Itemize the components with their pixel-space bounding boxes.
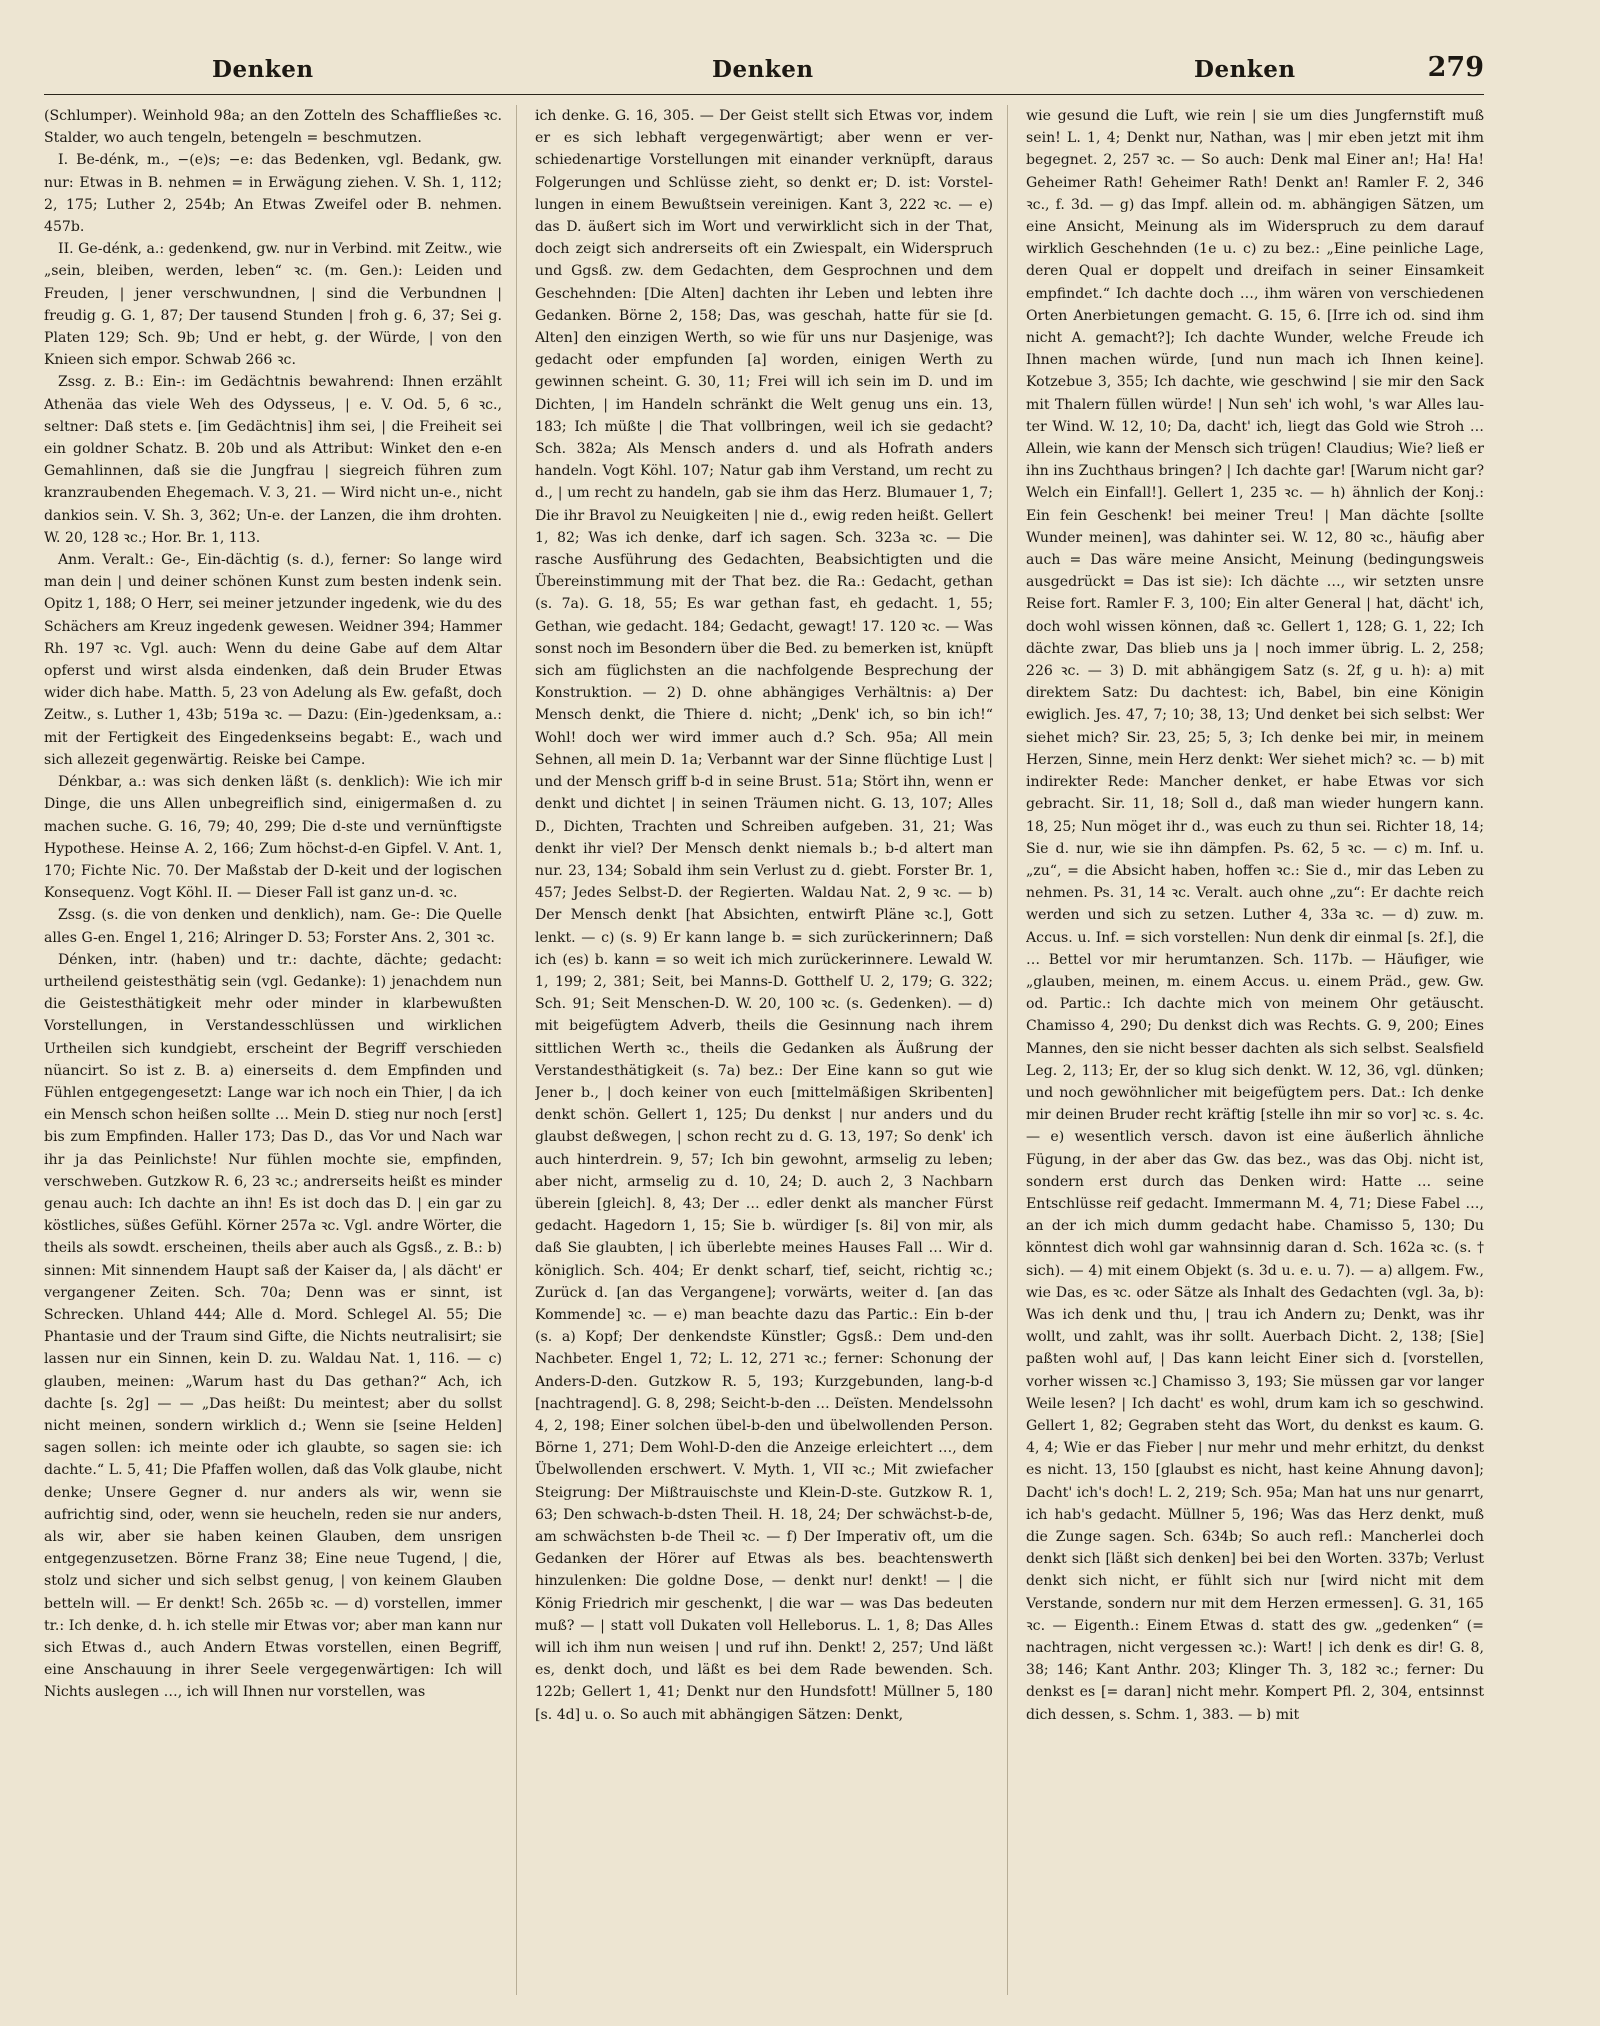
- column-middle: [535, 105, 1008, 1995]
- paragraph: (Schlumper). Weinhold 98a; an den Zotteln des Schaffließes ꝛc. Stalder, wo auch tengeln, betengeln = beschmutzen.: [44, 108, 502, 147]
- entry-denkbar: Dénkbar, a.: was sich denken läßt (s. denklich): Wie ich mir Dinge, die uns Allen unbegreiflich sind, einigermaßen d. zu machen suche. G. 16, 79; 40, 299; Die d-ste und vernünftigste Hypothese. Heinse A. 2, 166; Zum höchst-d-en Gipfel. V. Ant. 1, 170; Fichte Nic. 70. Der Maßstab der D-keit und der logischen Konsequenz. Vogt Köhl. II. — Dieser Fall ist ganz un-d. ꝛc.: [44, 774, 502, 902]
- page-number: 279: [1427, 52, 1484, 83]
- column-left: [44, 105, 517, 1995]
- paragraph: wie gesund die Luft, wie rein | sie um dies Jungfernstift muß sein! L. 1, 4; Denkt nur, Nathan, was | mir eben jetzt mit ihm begegnet. 2, 257 ꝛc. — So auch: Denk mal Einer an!; Ha! Ha! Geheimer Rath! Geheimer Rath! Denkt an! Ramler F. 2, 346 ꝛc., f. 3d. — g) das Impf. allein od. m. abhängigen Sätzen, um eine Ansicht, Meinung als im Widerspruch zu dem darauf wirklich Geschehnden (1e u. c) zu bez.: „Eine peinliche Lage, deren Qual er doppelt und dreifach in seiner Einsamkeit empfindet.“ Ich dachte doch …, ihm wären von verschiedenen Orten Anerbietungen gemacht. G. 15, 6. [Irre ich od. sind ihm nicht A. gemacht?]; Ich dachte Wunder, welche Freude ich Ihnen machen würde, [und nun mach ich Ihnen keine]. Kotzebue 3, 355; Ich dachte, wie geschwind | sie mir den Sack mit Thalern füllen würde! | Nun seh' ich wohl, 's war Alles lauter Wind. W. 12, 10; Da, dacht' ich, liegt das Gold wie Stroh … Allein, wie kann der Mensch sich trügen! Claudius; Wie? ließ er ihn ins Zuchthaus bringen? | Ich dachte gar! [Warum nicht gar? Welch ein Einfall!]. Gellert 1, 235 ꝛc. — h) ähnlich der Konj.: Ein fein Geschenk! bei meiner Treu! | Man dächte [sollte Wunder meinen], was dahinter sei. W. 12, 80 ꝛc., häufig aber auch = Das wäre meine Ansicht, Meinung (bedingungsweis ausgedrückt = Das ist sie): Ich dächte …, wir setzten unsre Reise fort. Ramler F. 3, 100; Ein alter General | hat, dächt' ich, doch wohl wissen können, daß ꝛc. Gellert 1, 128; G. 1, 22; Ich dächte zwar, Das blieb uns ja | noch immer übrig. L. 2, 258; 226 ꝛc. — 3) D. mit abhängigem Satz (s. 2f, g u. h): a) mit direktem Satz: Du dachtest: ich, Babel, bin eine Königin ewiglich. Jes. 47, 7; 10; 38, 13; Und denket bei sich selbst: Wer siehet mich? Sir. 23, 25; 5, 3; Ich denke bei mir, in meinem Herzen, Sinne, mein Herz denkt: Wer siehet mich? ꝛc. — b) mit indirekter Rede: Mancher denket, er habe Etwas vor sich gebracht. Sir. 11, 18; Soll d., daß man wieder hungern kann. 18, 25; Nun möget ihr d., was euch zu thun sei. Richter 18, 14; Sie d. nur, wie sie ihn dämpfen. Ps. 62, 5 ꝛc. — c) m. Inf. u. „zu“, = die Absicht haben, hoffen ꝛc.: Sie d., mir das Leben zu nehmen. Ps. 31, 14 ꝛc. Veralt. auch ohne „zu“: Er dachte reich werden und sich zu setzen. Luther 4, 33a ꝛc. — d) zuw. m. Accus. u. Inf. = sich vorstellen: Nun denk dir einmal [s. 2f.], die … Bettel vor mir herumtanzen. Sch. 117b. — Häufiger, wie „glauben, meinen, m. einem Accus. u. einem Präd., gew. Gw. od. Partic.: Ich dachte mich von meinem Ohr getäuscht. Chamisso 4, 290; Du denkst dich was Rechts. G. 9, 200; Eines Mannes, den sie nicht besser dachten als sich selbst. Sealsfield Leg. 2, 113; Er, der so klug sich denkt. W. 12, 36, vgl. dünken; und noch gewöhnlicher mit beigefügtem pers. Dat.: Ich denke mir deinen Bruder recht kräftig [stelle ihn mir so vor] ꝛc. s. 4c. — e) wesentlich versch. davon ist eine äußerlich ähnliche Fügung, in der aber das Gw. das bez., was das Obj. nicht ist, sondern erst durch das Denken wird: Hatte … seine Entschlüsse reif gedacht. Immermann M. 4, 71; Diese Fabel …, an der ich mich dumm gedacht habe. Chamisso 5, 130; Du könntest dich wohl gar wahnsinnig daran d. Sch. 162a ꝛc. (s. † sich). — 4) mit einem Objekt (s. 3d u. e. u. 7). — a) allgem. Fw., wie Das, es ꝛc. oder Sätze als Inhalt des Gedachten (vgl. 3a, b): Was ich denk und thu, | trau ich Andern zu; Denkt, was ihr wollt, und zahlt, was ihr sollt. Auerbach Dicht. 2, 138; [Sie] paßten wohl auf, | Das kann leicht Einer sich d. [vorstellen, vorher wissen ꝛc.] Chamisso 3, 193; Sie müssen gar vor langer Weile lesen? | Ich dacht' es wohl, drum kam ich so geschwind. Gellert 1, 82; Gegraben steht das Wort, du denkst es kaum. G. 4, 4; Wie er das Fieber | nur mehr und mehr erhitzt, du denkst es nicht. 13, 150 [glaubst es nicht, hast keine Ahnung davon]; Dacht' ich's doch! L. 2, 219; Sch. 95a; Man hat uns nur genarrt, ich hab's gedacht. Müllner 5, 196; Was das Herz denkt, muß die Zunge sagen. Sch. 634b; So auch refl.: Mancherlei doch denkt sich [läßt sich denken] bei bei den Worten. 337b; Verlust denkt sich nicht, er fühlt sich nur [wird nicht mit dem Verstande, sondern nur mit dem Herzen ermessen]. G. 31, 165 ꝛc. — Eigenth.: Einem Etwas d. statt des gw. „gedenken“ (= nachtragen, nicht vergessen ꝛc.): Wart! | ich denk es dir! G. 8, 38; 146; Kant Anthr. 203; Klinger Th. 3, 182 ꝛc.; ferner: Du denkst es [= daran] nicht mehr. Kompert Pfl. 2, 304, entsinnst dich dessen, s. Schm. 1, 383. — b) mit: [1026, 108, 1484, 1723]
- entry-eingedenk: Zssg. z. B.: Ein-: im Gedächtnis bewahrend: Ihnen erzählt Athenäa das viele Weh des Odysseus, | e. V. Od. 5, 6 ꝛc., seltner: Daß stets e. [im Gedächtnis] ihm sei, | die Freiheit sei ein goldner Schatz. B. 20b und als Attribut: Winket den e-en Gemahlinnen, daß sie die Jungfrau | siegreich führen zum kranzraubenden Ehegemach. V. 3, 21. — Wird nicht un-e., nicht dankios sein. V. Sh. 3, 362; Un-e. der Lanzen, die ihm drohten. W. 20, 128 ꝛc.; Hor. Br. 1, 113.: [44, 374, 502, 546]
- entry-denken: Dénken, intr. (haben) und tr.: dachte, dächte; gedacht: urtheilend geistesthätig sein (vgl. Gedanke): 1) jenachdem nun die Geistesthätigkeit mehr oder minder in klarbewußten Vorstellungen, in Verstandesschlüssen und wirklichen Urtheilen sich kundgiebt, erscheint der Begriff verschieden nüancirt. So ist z. B. a) einerseits d. dem Empfinden und Fühlen entgegengesetzt: Lange war ich noch ein Thier, | da ich ein Mensch schon heißen sollte … Mein D. stieg nur noch [erst] bis zum Empfinden. Haller 173; Das D., das Vor und Nach war ihr ja das Peinlichste! Nur fühlen mochte sie, empfinden, verschweben. Gutzkow R. 6, 23 ꝛc.; andrerseits heißt es minder genau auch: Ich dachte an ihn! Es ist doch das D. | ein gar zu köstliches, süßes Gefühl. Körner 257a ꝛc. Vgl. andre Wörter, die theils als sowdt. erscheinen, theils aber auch als Ggsß., z. B.: b) sinnen: Mit sinnendem Haupt saß der Kaiser da, | als dächt' er vergangener Zeiten. Sch. 70a; Denn was er sinnt, ist Schrecken. Uhland 444; Alle d. Mord. Schlegel Al. 55; Die Phantasie und der Traum sind Gifte, die Nichts neutralisirt; sie lassen nur ein Sinnen, kein D. zu. Waldau Nat. 1, 116. — c) glauben, meinen: „Warum hast du Das gethan?“ Ach, ich dachte [s. 2g] — — „Das heißt: Du meintest; aber du sollst nicht meinen, sondern wirklich d.; Wenn sie [seine Helden] sagen sollen: ich meinte oder ich glaubte, so sagen sie: ich dachte.“ L. 5, 41; Die Pfaffen wollen, daß das Volk glaube, nicht denke; Unsere Gegner d. nur anders als wir, wenn sie aufrichtig sind, oder, wenn sie heucheln, reden sie nur anders, als wir, aber sie haben keinen Glauben, dem unsrigen entgegenzusetzen. Börne Franz 38; Eine neue Tugend, | die, stolz und sicher und sich selbst genug, | von keinem Glauben betteln will. — Er denkt! Sch. 265b ꝛc. — d) vorstellen, immer tr.: Ich denke, d. h. ich stelle mir Etwas vor; aber man kann nur sich Etwas d., auch Andern Etwas vorstellen, einen Begriff, eine Anschauung in ihrer Seele vergegenwärtigen: Ich will Nichts auslegen …, ich will Ihnen nur vorstellen, was: [44, 951, 502, 1701]
- entry-gedenk: II. Ge-dénk, a.: gedenkend, gw. nur in Verbind. mit Zeitw., wie „sein, bleiben, werden, leben“ ꝛc. (m. Gen.): Leiden und Freuden, | jener verschwundnen, | sind die Verbundnen | freudig g. G. 1, 87; Der tausend Stunden | froh g. 6, 37; Sei g. Platen 129; Sch. 9b; Und er hebt, g. der Würde, | von den Knieen sich empor. Schwab 266 ꝛc.: [44, 241, 502, 369]
- running-headword-middle: Denken: [712, 56, 814, 83]
- entry-bedenk: I. Be-dénk, m., −(e)s; −e: das Bedenken, vgl. Bedank, gw. nur: Etwas in B. nehmen = in Erwägung ziehen. V. Sh. 1, 112; 2, 175; Luther 2, 254b; An Etwas Zweifel oder B. nehmen. 457b.: [44, 152, 502, 236]
- running-headword-right: Denken: [1194, 56, 1296, 83]
- paragraph: ich denke. G. 16, 305. — Der Geist stellt sich Etwas vor, indem er es sich lebhaft vergegenwärtigt; aber wenn er verschiedenartige Vorstellungen mit einander verknüpft, daraus Folgerungen und Schlüsse zieht, so denkt er; D. ist: Vorstellungen in einem Bewußtsein vereinigen. Kant 3, 222 ꝛc. — e) das D. äußert sich im Wort und verwirklicht sich in der That, doch zeigt sich andrerseits oft ein Zwiespalt, ein Widerspruch und Ggsß. zw. dem Gedachten, dem Gesprochnen und dem Geschehnden: [Die Alten] dachten ihr Leben und lebten ihre Gedanken. Börne 2, 158; Das, was geschah, hatte für sie [d. Alten] den einzigen Werth, so wie für uns nur Dasjenige, was gedacht oder empfunden [a] worden, einigen Werth zu gewinnen scheint. G. 30, 11; Frei will ich sein im D. und im Dichten, | im Handeln schränkt die Welt genug uns ein. 13, 183; Ich müßte | die That vollbringen, weil ich sie gedacht? Sch. 382a; Als Mensch anders d. und als Hofrath anders handeln. Vogt Köhl. 107; Natur gab ihm Verstand, um recht zu d., | um recht zu handeln, gab sie ihm das Herz. Blumauer 1, 7; Die ihr Bravol zu Neuigkeiten | nie d., ewig reden heißt. Gellert 1, 82; Was ich denke, darf ich sagen. Sch. 323a ꝛc. — Die rasche Ausführung des Gedachten, Beabsichtigten und die Übereinstimmung mit der That bez. die Ra.: Gedacht, gethan (s. 7a). G. 18, 55; Es war gethan fast, eh gedacht. 1, 55; Gethan, wie gedacht. 184; Gedacht, gewagt! 17. 120 ꝛc. — Was sonst noch im Besondern über die Bed. zu bemerken ist, knüpft sich am füglichsten an die nachfolgende Besprechung der Konstruktion. — 2) D. ohne abhängiges Verhältnis: a) Der Mensch denkt, die Thiere d. nicht; „Denk' ich, so bin ich!“ Wohl! doch wer wird immer auch d.? Sch. 95a; All mein Sehnen, all mein D. 1a; Verbannt war der Sinne flüchtige Lust | und der Mensch griff b-d in seine Brust. 51a; Stört ihn, wenn er denkt und dichtet | in seinen Träumen nicht. G. 13, 107; Alles D., Dichten, Trachten und Schreiben aufgeben. 31, 21; Was denkt ihr viel? Der Mensch denkt niemals b.; b-d altert man nur. 23, 134; Sobald ihm sein Verlust zu d. giebt. Forster Br. 1, 457; Jedes Selbst-D. der Regierten. Waldau Nat. 2, 9 ꝛc. — b) Der Mensch denkt [hat Absichten, entwirft Pläne ꝛc.], Gott lenkt. — c) (s. 9) Er kann lange b. = sich zurückerinnern; Daß ich (es) b. kann = so weit ich mich zurückerinnere. Lewald W. 1, 199; 2, 381; Seit, bei Manns-D. Gotthelf U. 2, 179; G. 322; Sch. 91; Seit Menschen-D. W. 20, 100 ꝛc. (s. Gedenken). — d) mit beigefügtem Adverb, theils die Gesinnung nach ihrem sittlichen Werth ꝛc., theils die Gedanken als Äußrung der Verstandesthätigkeit (s. 7a) bez.: Der Eine kann so gut wie Jener b., | doch keiner von euch [mittelmäßigen Skribenten] denkt schön. Gellert 1, 125; Du denkst | nur anders und du glaubst deßwegen, | schon recht zu d. G. 13, 197; So denk' ich auch hinterdrein. 9, 57; Ich bin gewohnt, armselig zu leben; aber nicht, armselig zu d. 10, 24; D. auch 2, 3 Nachbarn überein [gleich]. 8, 43; Der … edler denkt als mancher Fürst gedacht. Hagedorn 1, 15; Sie b. würdiger [s. 8i] von mir, als daß Sie glaubten, | ich überlebte meines Hauses Fall … Wir d. königlich. Sch. 404; Er denkt scharf, tief, seicht, richtig ꝛc.; Zurück d. [an das Vergangene]; vorwärts, weiter d. [an das Kommende] ꝛc. — e) man beachte dazu das Partic.: Ein b-der (s. a) Kopf; Der denkendste Künstler; Ggsß.: Dem und-den Nachbeter. Engel 1, 72; L. 12, 271 ꝛc.; ferner: Schonung der Anders-D-den. Gutzkow R. 5, 193; Kurzgebunden, lang-b-d [nachtragend]. G. 8, 298; Seicht-b-den … Deïsten. Mendelssohn 4, 2, 198; Einer solchen übel-b-den und übelwollenden Person. Börne 1, 271; Dem Wohl-D-den die Anzeige erleichtert …, dem Übelwollenden erschwert. V. Myth. 1, VII ꝛc.; Mit zwiefacher Steigrung: Der Mißtrauischste und Klein-D-ste. Gutzkow R. 1, 63; Den schwach-b-dsten Theil. H. 18, 24; Der schwächst-b-de, am schwächsten b-de Theil ꝛc. — f) Der Imperativ oft, um die Gedanken der Hörer auf Etwas als bes. beachtenswerth hinzulenken: Die goldne Dose, — denkt nur! denkt! — | die König Friedrich mir geschenkt, | die war — was Das bedeuten muß? — | statt voll Dukaten voll Helleborus. L. 1, 8; Das Alles will ich ihm nun weisen | und ruf ihn. Denkt! 2, 257; Und läßt es, denkt doch, und läßt es bei dem Rade bewenden. Sch. 122b; Gellert 1, 41; Denkt nur den Hundsfott! Müllner 5, 180 [s. 4d] u. o. So auch mit abhängigen Sätzen: Denkt,: [535, 108, 993, 1723]
- running-header: [44, 48, 1484, 95]
- text-columns: [44, 105, 1484, 1995]
- note-paragraph: Anm. Veralt.: Ge-, Ein-dächtig (s. d.), ferner: So lange wird man dein | und deiner schönen Kunst zum besten indenk sein. Opitz 1, 188; O Herr, sei meiner jetzunder ingedenk, wie du des Schächers am Kreuz ingedenk gewesen. Weidner 394; Hammer Rh. 197 ꝛc. Vgl. auch: Wenn du deine Gabe auf dem Altar opferst und wirst alsda eindenken, daß dein Bruder Etwas wider dich habe. Matth. 5, 23 von Adelung als Ew. gefaßt, doch Zeitw., s. Luther 1, 43b; 519a ꝛc. — Dazu: (Ein-)gedenksam, a.: mit der Fertigkeit des Eingedenkseins begabt: E., wach und sich allezeit gegenwärtig. Reiske bei Campe.: [44, 552, 502, 768]
- running-headword-left: Denken: [212, 56, 314, 83]
- column-right: [1026, 105, 1484, 1995]
- dictionary-page: [44, 48, 1484, 1998]
- entry-compounds: Zssg. (s. die von denken und denklich), nam. Ge-: Die Quelle alles G-en. Engel 1, 216; Alringer D. 53; Forster Ans. 2, 301 ꝛc.: [44, 907, 502, 946]
